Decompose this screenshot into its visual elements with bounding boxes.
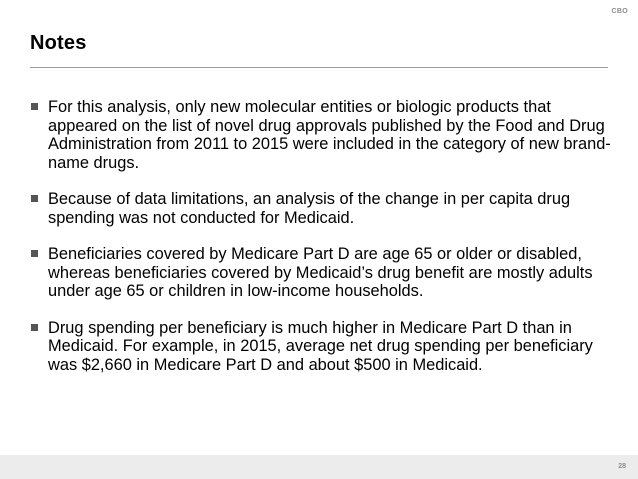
- square-bullet-icon: [31, 103, 38, 110]
- notes-list: [30, 98, 620, 374]
- note-text: For this analysis, only new molecular entities or biologic products that appeared on the list of novel drug approvals published by the Food and Drug Administration from 2011 to 2015 were included in the category of new brand-name drugs.: [48, 98, 611, 172]
- page-title: Notes: [30, 32, 87, 54]
- footer-bar: [0, 455, 638, 479]
- square-bullet-icon: [31, 195, 38, 202]
- note-text: Because of data limitations, an analysis of the change in per capita drug spending was not conducted for Medicaid.: [48, 190, 571, 227]
- square-bullet-icon: [31, 324, 38, 331]
- list-item: [30, 319, 620, 375]
- square-bullet-icon: [31, 250, 38, 257]
- cbo-logo-text: CBO: [611, 8, 628, 15]
- page-number: 28: [618, 463, 626, 470]
- list-item: [30, 98, 620, 172]
- list-item: [30, 245, 620, 301]
- note-text: Beneficiaries covered by Medicare Part D are age 65 or older or disabled, whereas beneficiaries covered by Medicaid’s drug benefit are mostly adults under age 65 or children in low-income households.: [48, 245, 593, 300]
- title-divider: [30, 67, 608, 68]
- note-text: Drug spending per beneficiary is much higher in Medicare Part D than in Medicaid. For example, in 2015, average net drug spending per beneficiary was $2,660 in Medicare Part D and about $500 in Medicaid.: [48, 318, 593, 374]
- list-item: [30, 190, 620, 227]
